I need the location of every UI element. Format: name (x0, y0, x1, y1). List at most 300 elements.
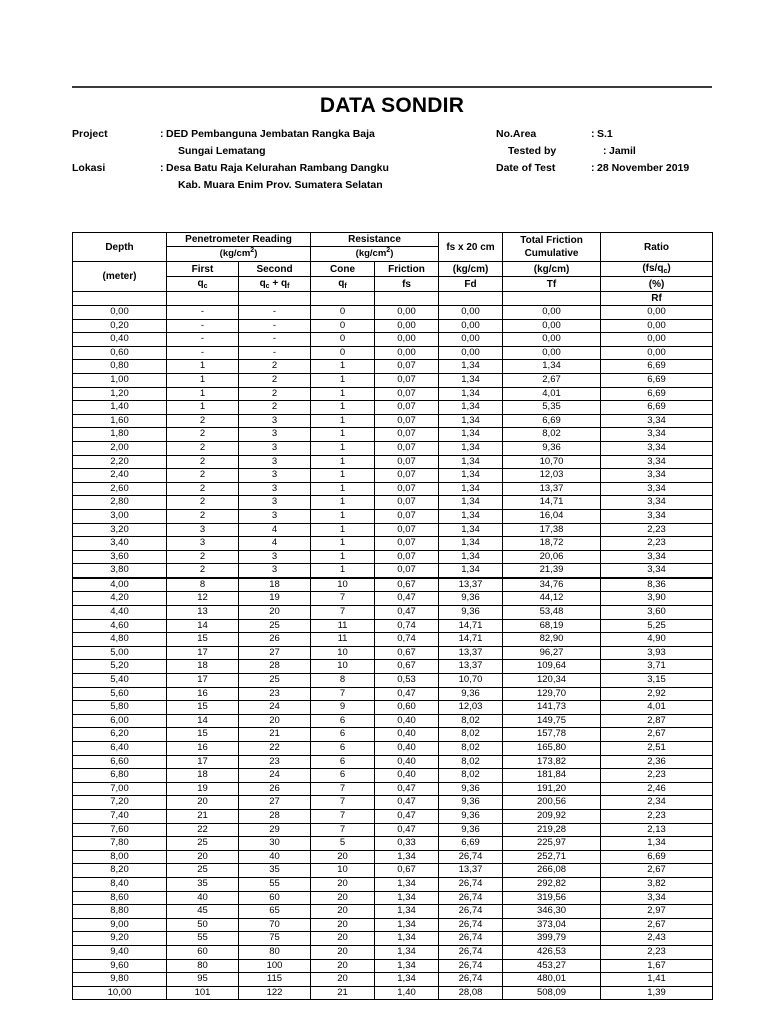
cell-tf: 6,69 (503, 414, 601, 428)
cell-fd: 9,36 (439, 823, 503, 837)
table-row (73, 660, 713, 674)
header-friction (375, 262, 439, 277)
header-total-friction-unit (503, 262, 601, 277)
cell-fd: 14,71 (439, 633, 503, 647)
project-metadata-block (72, 126, 717, 194)
cell-fd: 9,36 (439, 606, 503, 620)
cell-cone: 11 (311, 619, 375, 633)
cell-fd: 9,36 (439, 782, 503, 796)
header-total-friction-line2: Cumulative (524, 248, 579, 259)
cell-rf: 3,15 (601, 674, 713, 688)
cell-cone: 6 (311, 714, 375, 728)
table-row (73, 319, 713, 333)
cell-cone: 0 (311, 346, 375, 360)
header-sym-rf-final (601, 292, 713, 306)
cell-rf: 3,34 (601, 455, 713, 469)
cell-tf: 181,84 (503, 769, 601, 783)
cell-friction: 0,00 (375, 306, 439, 320)
cell-second: 22 (239, 742, 311, 756)
cell-depth: 9,60 (73, 959, 167, 973)
cell-rf: 0,00 (601, 319, 713, 333)
cell-cone: 10 (311, 646, 375, 660)
cell-first: 20 (167, 796, 239, 810)
cell-first: 19 (167, 782, 239, 796)
cell-depth: 4,20 (73, 592, 167, 606)
cell-rf: 3,34 (601, 550, 713, 564)
cell-fd: 1,34 (439, 509, 503, 523)
cell-cone: 20 (311, 932, 375, 946)
cell-friction: 0,33 (375, 837, 439, 851)
cell-friction: 1,34 (375, 850, 439, 864)
cell-fd: 1,34 (439, 387, 503, 401)
table-row (73, 905, 713, 919)
table-row (73, 346, 713, 360)
lokasi-value: Desa Batu Raja Kelurahan Rambang Dangku (166, 162, 389, 174)
cell-tf: 8,02 (503, 428, 601, 442)
cell-first: 17 (167, 755, 239, 769)
header-row-3 (73, 262, 713, 277)
cell-cone: 7 (311, 592, 375, 606)
cell-second: 60 (239, 891, 311, 905)
lokasi-colon: : (160, 162, 164, 174)
cell-first: 3 (167, 523, 239, 537)
cell-fd: 8,02 (439, 755, 503, 769)
table-row (73, 701, 713, 715)
cell-friction: 0,00 (375, 319, 439, 333)
cell-tf: 399,79 (503, 932, 601, 946)
header-depth (73, 233, 167, 262)
cell-tf: 109,64 (503, 660, 601, 674)
table-row (73, 646, 713, 660)
table-row (73, 306, 713, 320)
cell-second: 4 (239, 537, 311, 551)
tested-by-colon: : (603, 145, 607, 157)
cell-cone: 0 (311, 333, 375, 347)
cell-first: 21 (167, 809, 239, 823)
cell-fd: 13,37 (439, 646, 503, 660)
header-cone (311, 262, 375, 277)
cell-second: 23 (239, 687, 311, 701)
cell-fd: 13,37 (439, 864, 503, 878)
cell-cone: 1 (311, 550, 375, 564)
cell-depth: 5,80 (73, 701, 167, 715)
cell-first: 16 (167, 687, 239, 701)
cell-second: 21 (239, 728, 311, 742)
cell-first: 1 (167, 387, 239, 401)
cell-tf: 373,04 (503, 918, 601, 932)
cell-first: 1 (167, 360, 239, 374)
header-fs20-title: fs x 20 cm (446, 241, 495, 253)
cell-depth: 1,40 (73, 401, 167, 415)
header-fs-x-20cm (439, 233, 503, 262)
cell-first: 95 (167, 973, 239, 987)
cell-depth: 5,60 (73, 687, 167, 701)
header-ratio-percent: (%) (648, 278, 665, 290)
cell-friction: 0,07 (375, 387, 439, 401)
header-fs20-unit-text: (kg/cm) (452, 263, 489, 275)
cell-cone: 21 (311, 986, 375, 1000)
cell-depth: 9,40 (73, 945, 167, 959)
cell-second: - (239, 306, 311, 320)
cell-tf: 480,01 (503, 973, 601, 987)
cell-first: 12 (167, 592, 239, 606)
cell-second: 3 (239, 441, 311, 455)
header-cone-text: Cone (330, 263, 356, 275)
cell-rf: 2,36 (601, 755, 713, 769)
cell-friction: 0,47 (375, 796, 439, 810)
cell-second: 24 (239, 769, 311, 783)
header-spacer-tf (503, 292, 601, 306)
cell-friction: 0,07 (375, 401, 439, 415)
cell-rf: 3,34 (601, 564, 713, 578)
cell-rf: 3,34 (601, 428, 713, 442)
table-row (73, 578, 713, 592)
cell-tf: 252,71 (503, 850, 601, 864)
cell-cone: 20 (311, 973, 375, 987)
cell-tf: 0,00 (503, 319, 601, 333)
cell-second: 65 (239, 905, 311, 919)
cell-depth: 8,00 (73, 850, 167, 864)
cell-first: - (167, 333, 239, 347)
cell-depth: 2,20 (73, 455, 167, 469)
header-ratio-unit-sub: c (663, 268, 668, 275)
table-row (73, 428, 713, 442)
cell-first: 18 (167, 660, 239, 674)
header-sym-tf-text: Tf (546, 278, 557, 290)
cell-friction: 1,34 (375, 877, 439, 891)
cell-cone: 1 (311, 523, 375, 537)
cell-depth: 3,00 (73, 509, 167, 523)
header-sym-tf (503, 277, 601, 292)
header-row-1 (73, 233, 713, 247)
table-row (73, 932, 713, 946)
cell-depth: 7,40 (73, 809, 167, 823)
cell-rf: 1,34 (601, 837, 713, 851)
cell-friction: 0,47 (375, 782, 439, 796)
header-ratio-unit-pre: (fs/q (642, 263, 664, 274)
header-friction-text: Friction (388, 263, 425, 275)
cell-depth: 6,60 (73, 755, 167, 769)
cell-cone: 11 (311, 633, 375, 647)
cell-fd: 12,03 (439, 701, 503, 715)
cell-rf: 2,67 (601, 864, 713, 878)
table-row (73, 973, 713, 987)
cell-tf: 157,78 (503, 728, 601, 742)
header-spacer-second (239, 292, 311, 306)
cell-friction: 0,00 (375, 346, 439, 360)
cell-fd: 8,02 (439, 742, 503, 756)
cell-rf: 3,90 (601, 592, 713, 606)
header-sym-qcqf-sub1: c (265, 283, 270, 290)
table-row (73, 606, 713, 620)
cell-first: 2 (167, 564, 239, 578)
cell-depth: 7,60 (73, 823, 167, 837)
cell-depth: 4,00 (73, 578, 167, 592)
no-area-value: S.1 (597, 128, 613, 140)
date-of-test-label: Date of Test (496, 162, 556, 174)
cell-friction: 0,07 (375, 523, 439, 537)
cell-second: - (239, 346, 311, 360)
lokasi-value-cont: Kab. Muara Enim Prov. Sumatera Selatan (178, 179, 383, 191)
cell-rf: 2,67 (601, 918, 713, 932)
cell-friction: 0,07 (375, 496, 439, 510)
cell-first: 80 (167, 959, 239, 973)
cell-second: 35 (239, 864, 311, 878)
cell-friction: 0,07 (375, 360, 439, 374)
cell-rf: 2,23 (601, 945, 713, 959)
cell-rf: 3,34 (601, 891, 713, 905)
cell-friction: 0,07 (375, 455, 439, 469)
cell-fd: 1,34 (439, 373, 503, 387)
cell-second: 29 (239, 823, 311, 837)
cell-fd: 26,74 (439, 945, 503, 959)
cell-cone: 7 (311, 687, 375, 701)
cell-depth: 1,80 (73, 428, 167, 442)
sondir-table-container (72, 232, 712, 1000)
cell-fd: 26,74 (439, 850, 503, 864)
cell-second: 25 (239, 674, 311, 688)
cell-second: 122 (239, 986, 311, 1000)
cell-rf: 6,69 (601, 387, 713, 401)
cell-friction: 0,07 (375, 564, 439, 578)
cell-rf: 2,23 (601, 537, 713, 551)
header-ratio-unit-post: ) (667, 263, 671, 274)
cell-first: - (167, 306, 239, 320)
header-total-friction-line1: Total Friction (520, 235, 583, 246)
cell-cone: 1 (311, 496, 375, 510)
cell-second: 75 (239, 932, 311, 946)
cell-cone: 1 (311, 564, 375, 578)
cell-rf: 6,69 (601, 360, 713, 374)
cell-fd: 1,34 (439, 428, 503, 442)
cell-rf: 2,13 (601, 823, 713, 837)
header-sym-qc-plus-qf (239, 277, 311, 292)
cell-rf: 3,34 (601, 509, 713, 523)
cell-friction: 1,34 (375, 905, 439, 919)
project-label: Project (72, 128, 108, 140)
cell-cone: 20 (311, 877, 375, 891)
cell-cone: 9 (311, 701, 375, 715)
cell-tf: 129,70 (503, 687, 601, 701)
sondir-data-table (72, 232, 713, 1000)
cell-rf: 2,67 (601, 728, 713, 742)
cell-depth: 4,60 (73, 619, 167, 633)
header-resistance (311, 233, 439, 247)
header-depth-unit-text: (meter) (102, 271, 137, 282)
cell-first: 2 (167, 482, 239, 496)
cell-fd: 26,74 (439, 959, 503, 973)
cell-rf: 4,01 (601, 701, 713, 715)
cell-friction: 0,40 (375, 742, 439, 756)
cell-first: 1 (167, 401, 239, 415)
cell-cone: 1 (311, 387, 375, 401)
cell-depth: 6,00 (73, 714, 167, 728)
cell-rf: 4,90 (601, 633, 713, 647)
cell-cone: 6 (311, 728, 375, 742)
cell-friction: 0,07 (375, 509, 439, 523)
header-sym-qc-base: q (197, 278, 204, 289)
project-value-cont: Sungai Lematang (178, 145, 266, 157)
cell-friction: 0,40 (375, 728, 439, 742)
cell-depth: 10,00 (73, 986, 167, 1000)
cell-second: 4 (239, 523, 311, 537)
cell-second: 23 (239, 755, 311, 769)
cell-fd: 26,74 (439, 973, 503, 987)
table-row (73, 850, 713, 864)
cell-cone: 1 (311, 360, 375, 374)
cell-first: 15 (167, 701, 239, 715)
cell-tf: 219,28 (503, 823, 601, 837)
cell-depth: 6,80 (73, 769, 167, 783)
project-value: DED Pembanguna Jembatan Rangka Baja (166, 128, 375, 140)
cell-rf: 2,92 (601, 687, 713, 701)
header-sym-fd-text: Fd (464, 278, 477, 290)
cell-rf: 2,23 (601, 769, 713, 783)
cell-first: 3 (167, 537, 239, 551)
cell-depth: 3,80 (73, 564, 167, 578)
cell-friction: 0,07 (375, 469, 439, 483)
table-row (73, 537, 713, 551)
cell-cone: 6 (311, 755, 375, 769)
table-row (73, 945, 713, 959)
header-penetrometer-reading (167, 233, 311, 247)
table-row (73, 823, 713, 837)
table-row (73, 387, 713, 401)
cell-first: 45 (167, 905, 239, 919)
cell-tf: 0,00 (503, 346, 601, 360)
cell-friction: 0,07 (375, 373, 439, 387)
cell-tf: 0,00 (503, 306, 601, 320)
header-sym-qc-sub: c (203, 283, 208, 290)
cell-depth: 0,20 (73, 319, 167, 333)
cell-cone: 1 (311, 428, 375, 442)
header-ratio (601, 233, 713, 262)
header-fs20-unit (439, 262, 503, 277)
header-penetrometer-unit-sup: 2 (250, 247, 255, 254)
table-row (73, 864, 713, 878)
cell-friction: 0,00 (375, 333, 439, 347)
cell-rf: 1,41 (601, 973, 713, 987)
cell-cone: 0 (311, 306, 375, 320)
cell-fd: 1,34 (439, 523, 503, 537)
cell-depth: 8,60 (73, 891, 167, 905)
cell-cone: 7 (311, 809, 375, 823)
cell-cone: 7 (311, 782, 375, 796)
cell-friction: 0,47 (375, 687, 439, 701)
cell-first: 25 (167, 864, 239, 878)
cell-tf: 141,73 (503, 701, 601, 715)
cell-first: - (167, 319, 239, 333)
cell-depth: 1,00 (73, 373, 167, 387)
table-row (73, 837, 713, 851)
cell-fd: 13,37 (439, 660, 503, 674)
cell-fd: 9,36 (439, 592, 503, 606)
cell-cone: 6 (311, 769, 375, 783)
table-row (73, 728, 713, 742)
cell-fd: 0,00 (439, 333, 503, 347)
table-row (73, 918, 713, 932)
header-sym-qf (311, 277, 375, 292)
cell-second: 80 (239, 945, 311, 959)
cell-tf: 165,80 (503, 742, 601, 756)
cell-tf: 453,27 (503, 959, 601, 973)
header-penetrometer-unit-pre: (kg/cm (219, 248, 251, 259)
cell-friction: 0,07 (375, 428, 439, 442)
cell-depth: 8,20 (73, 864, 167, 878)
header-horizontal-rule (72, 86, 712, 88)
cell-friction: 0,40 (375, 769, 439, 783)
cell-tf: 292,82 (503, 877, 601, 891)
cell-cone: 20 (311, 891, 375, 905)
cell-friction: 0,53 (375, 674, 439, 688)
cell-first: 20 (167, 850, 239, 864)
cell-second: 3 (239, 428, 311, 442)
cell-tf: 53,48 (503, 606, 601, 620)
cell-second: 2 (239, 387, 311, 401)
header-ratio-unit (601, 262, 713, 277)
cell-depth: 9,80 (73, 973, 167, 987)
cell-tf: 225,97 (503, 837, 601, 851)
cell-friction: 0,07 (375, 441, 439, 455)
cell-tf: 34,76 (503, 578, 601, 592)
cell-tf: 319,56 (503, 891, 601, 905)
cell-fd: 1,34 (439, 401, 503, 415)
cell-second: 55 (239, 877, 311, 891)
header-row-5 (73, 292, 713, 306)
cell-depth: 7,20 (73, 796, 167, 810)
cell-fd: 1,34 (439, 441, 503, 455)
cell-second: 20 (239, 714, 311, 728)
header-second-text: Second (256, 263, 293, 275)
cell-depth: 3,40 (73, 537, 167, 551)
cell-friction: 0,47 (375, 592, 439, 606)
cell-rf: 0,00 (601, 333, 713, 347)
table-row (73, 809, 713, 823)
cell-first: 2 (167, 455, 239, 469)
cell-cone: 1 (311, 469, 375, 483)
cell-rf: 3,93 (601, 646, 713, 660)
cell-fd: 1,34 (439, 550, 503, 564)
cell-rf: 2,51 (601, 742, 713, 756)
cell-fd: 9,36 (439, 796, 503, 810)
metadata-row (72, 143, 717, 160)
header-resistance-title: Resistance (348, 234, 401, 245)
cell-tf: 10,70 (503, 455, 601, 469)
cell-cone: 0 (311, 319, 375, 333)
header-resistance-unit (311, 247, 439, 262)
cell-friction: 1,34 (375, 918, 439, 932)
cell-friction: 1,40 (375, 986, 439, 1000)
table-row (73, 986, 713, 1000)
cell-cone: 7 (311, 606, 375, 620)
cell-depth: 1,60 (73, 414, 167, 428)
cell-rf: 3,82 (601, 877, 713, 891)
cell-fd: 1,34 (439, 414, 503, 428)
cell-friction: 0,07 (375, 550, 439, 564)
table-row (73, 687, 713, 701)
cell-cone: 1 (311, 537, 375, 551)
cell-first: 8 (167, 578, 239, 592)
cell-friction: 1,34 (375, 945, 439, 959)
cell-depth: 2,40 (73, 469, 167, 483)
cell-tf: 17,38 (503, 523, 601, 537)
cell-second: 40 (239, 850, 311, 864)
cell-rf: 8,36 (601, 578, 713, 592)
header-first-text: First (191, 263, 214, 275)
cell-first: 2 (167, 441, 239, 455)
table-row (73, 469, 713, 483)
table-row (73, 373, 713, 387)
